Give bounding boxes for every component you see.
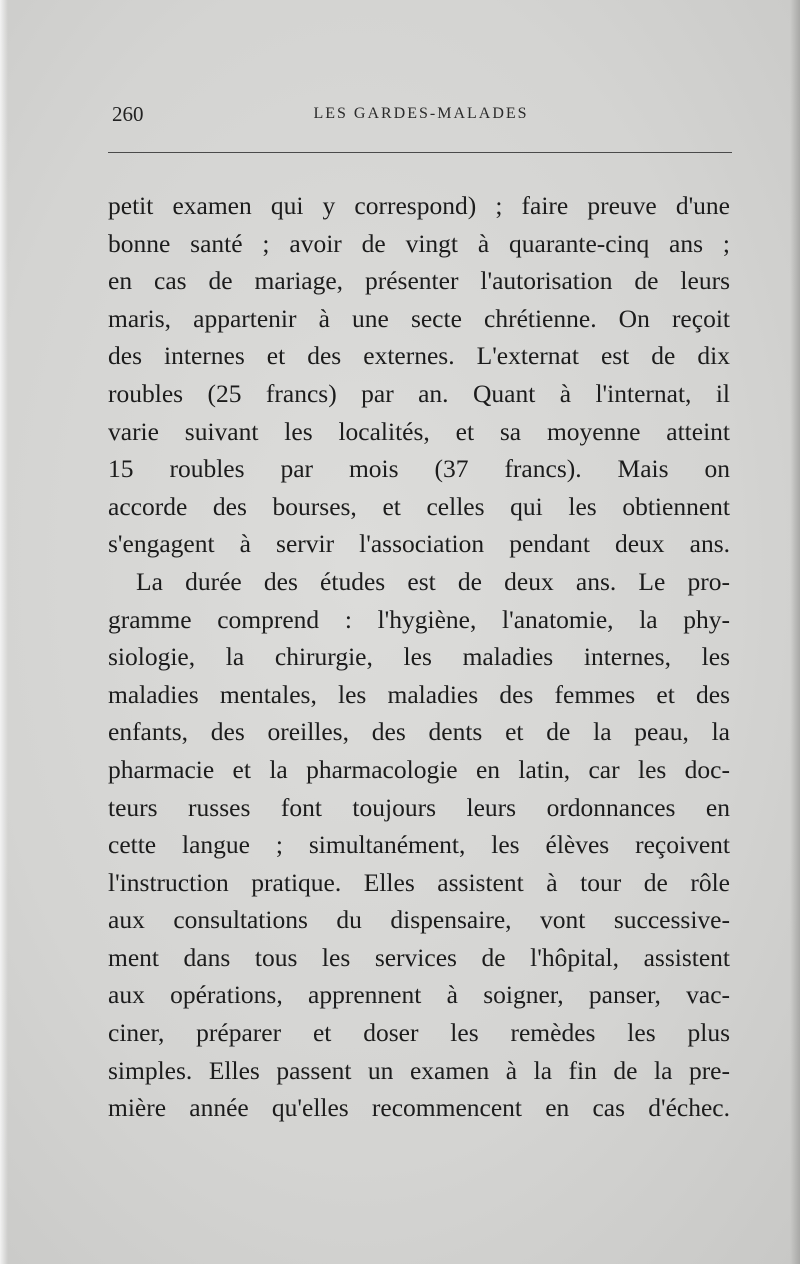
text-line: en cas de mariage, présenter l'autorisation de leurs [108,266,730,296]
text-line: accorde des bourses, et celles qui les obtiennent [108,491,730,521]
text-line: ment dans tous les services de l'hôpital, assistent [108,942,730,972]
text-line: 15 roubles par mois (37 francs). Mais on [108,454,730,484]
running-title: LES GARDES-MALADES [313,105,529,122]
page-number: 260 [112,102,144,126]
text-line: ciner, préparer et doser les remèdes les plus [108,1018,730,1048]
header-rule [108,152,732,153]
page-edge-right [790,0,800,1264]
text-line: l'instruction pratique. Elles assistent à tour de rôle [108,867,730,897]
text-line: teurs russes font toujours leurs ordonnances en [108,792,730,822]
text-line: roubles (25 francs) par an. Quant à l'internat, il [108,378,730,408]
text-line: cette langue ; simultanément, les élèves reçoivent [108,830,730,860]
text-line: bonne santé ; avoir de vingt à quarante-cinq ans ; [108,228,730,258]
text-line: mière année qu'elles recommencent en cas d'échec. [108,1093,730,1123]
body-text [108,187,730,1127]
text-line: s'engagent à servir l'association pendant deux ans. [108,529,730,559]
text-line: aux opérations, apprennent à soigner, panser, vac- [108,980,730,1010]
paragraph-start-line: La durée des études est de deux ans. Le pro- [136,566,730,596]
text-line: maris, appartenir à une secte chrétienne. On reçoit [108,303,730,333]
text-line: aux consultations du dispensaire, vont successive- [108,905,730,935]
text-line: siologie, la chirurgie, les maladies internes, les [108,642,730,672]
page-edge-left [0,0,8,1264]
text-line: gramme comprend : l'hygiène, l'anatomie, la phy- [108,604,730,634]
text-line: petit examen qui y correspond) ; faire preuve d'une [108,191,730,220]
text-line: pharmacie et la pharmacologie en latin, car les doc- [108,754,730,784]
text-line: des internes et des externes. L'externat est de dix [108,341,730,371]
text-line: varie suivant les localités, et sa moyenne atteint [108,416,730,446]
page-header [112,102,730,132]
text-line: maladies mentales, les maladies des femmes et des [108,679,730,709]
text-line: simples. Elles passent un examen à la fin de la pre- [108,1055,730,1085]
text-line: enfants, des oreilles, des dents et de la peau, la [108,717,730,747]
